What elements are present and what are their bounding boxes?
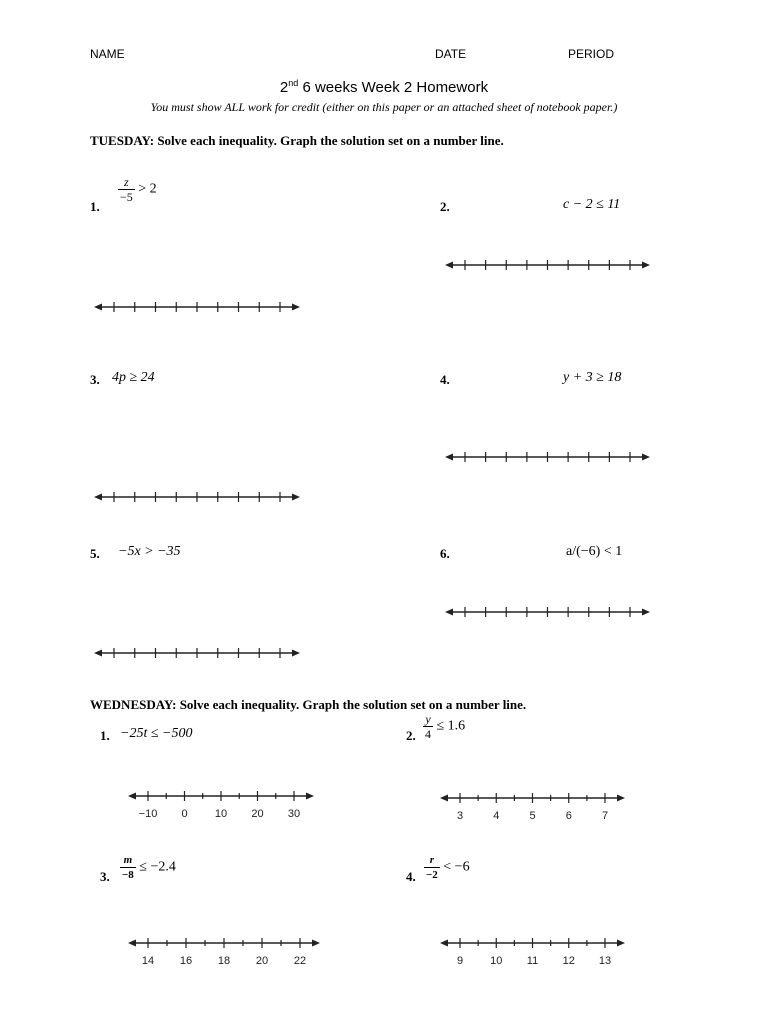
fraction-numerator: z	[118, 175, 135, 190]
problem-expression	[120, 853, 176, 882]
number-line[interactable]	[440, 934, 625, 970]
problem-number: 6.	[440, 546, 450, 561]
number-line[interactable]	[445, 256, 650, 276]
tick-label: 20	[251, 808, 264, 820]
problem-expression	[423, 712, 465, 741]
title-superscript: nd	[288, 78, 299, 88]
arrow-left	[440, 940, 448, 947]
problem-expression: c − 2 ≤ 11	[563, 197, 621, 212]
problem-expression: y + 3 ≥ 18	[563, 370, 622, 385]
arrow-left	[94, 650, 102, 657]
tick-label: 22	[293, 955, 307, 967]
problem-expression: a/(−6) < 1	[566, 544, 623, 559]
number-line[interactable]	[94, 644, 300, 664]
problem-expression	[424, 853, 470, 882]
arrow-right	[642, 454, 650, 461]
problem-expression: 4p ≥ 24	[112, 370, 155, 385]
arrow-right	[642, 262, 650, 269]
fraction-numerator: y	[423, 712, 433, 727]
tick-label: 18	[217, 955, 231, 967]
wednesday-instruction: WEDNESDAY: Solve each inequality. Graph the solution set on a number line.	[90, 697, 527, 712]
tick-label: 14	[141, 955, 155, 967]
arrow-left	[445, 262, 453, 269]
problem-number: 3.	[100, 869, 110, 884]
date-label: DATE	[435, 47, 467, 61]
arrow-right	[312, 940, 320, 947]
problem-number: 4.	[440, 372, 450, 387]
name-label: NAME	[90, 47, 125, 61]
problem-number: 5.	[90, 546, 100, 561]
tick-label: 7	[601, 810, 609, 822]
problem-expression	[118, 175, 157, 204]
number-line[interactable]	[94, 298, 300, 318]
period-label: PERIOD	[568, 47, 615, 61]
fraction-denominator: 4	[425, 727, 431, 741]
arrow-left	[445, 609, 453, 616]
tick-label: 5	[529, 810, 536, 822]
instructions-note: You must show ALL work for credit (either on this paper or an attached sheet of notebook paper.)	[150, 100, 618, 114]
problem-number: 2.	[406, 728, 416, 743]
arrow-right	[292, 650, 300, 657]
problem-number: 1.	[90, 199, 100, 214]
expression-rest: ≤ −2.4	[135, 859, 176, 875]
arrow-right	[292, 304, 300, 311]
fraction-numerator: r	[424, 853, 440, 868]
tick-label: 16	[179, 955, 193, 967]
expression-rest: < −6	[439, 859, 470, 875]
tick-label: 30	[287, 808, 301, 820]
tick-label: 13	[598, 955, 612, 967]
arrow-left	[445, 454, 453, 461]
number-line[interactable]	[128, 787, 314, 823]
problem-number: 3.	[90, 372, 100, 387]
tick-label: 0	[181, 808, 188, 820]
arrow-left	[440, 795, 448, 802]
tick-label: 10	[214, 808, 228, 820]
tick-label: 12	[562, 955, 575, 967]
title-prefix: 2	[279, 79, 289, 96]
arrow-right	[292, 494, 300, 501]
title-text: 6 weeks Week 2 Homework	[298, 79, 489, 96]
fraction-denominator: −2	[426, 869, 438, 881]
problem-expression: −25t ≤ −500	[120, 726, 193, 741]
page-title	[0, 78, 768, 96]
tick-label: 4	[493, 810, 500, 822]
arrow-right	[306, 793, 314, 800]
fraction-denominator: −8	[122, 869, 134, 881]
arrow-right	[617, 795, 625, 802]
tick-label: 10	[490, 955, 503, 967]
arrow-right	[642, 609, 650, 616]
problem-number: 4.	[406, 869, 416, 884]
tick-label: 20	[255, 955, 269, 967]
problem-number: 2.	[440, 199, 450, 214]
number-line[interactable]	[445, 448, 650, 468]
number-line[interactable]	[440, 789, 625, 825]
tuesday-instruction: TUESDAY: Solve each inequality. Graph the solution set on a number line.	[90, 133, 504, 148]
tick-label: −10	[138, 808, 158, 820]
tick-label: 3	[456, 810, 464, 822]
number-line[interactable]	[445, 603, 650, 623]
arrow-right	[617, 940, 625, 947]
tick-label: 9	[456, 955, 464, 967]
fraction-numerator: m	[120, 853, 136, 868]
arrow-left	[94, 494, 102, 501]
expression-rest: > 2	[134, 181, 157, 197]
problem-number: 1.	[100, 728, 110, 743]
arrow-left	[128, 793, 136, 800]
fraction-denominator: −5	[120, 190, 133, 204]
problem-expression: −5x > −35	[118, 544, 181, 559]
number-line[interactable]	[128, 934, 320, 970]
number-line[interactable]	[94, 488, 300, 508]
tick-label: 11	[526, 955, 539, 967]
tick-label: 6	[565, 810, 572, 822]
arrow-left	[94, 304, 102, 311]
expression-rest: ≤ 1.6	[433, 718, 466, 734]
arrow-left	[128, 940, 136, 947]
